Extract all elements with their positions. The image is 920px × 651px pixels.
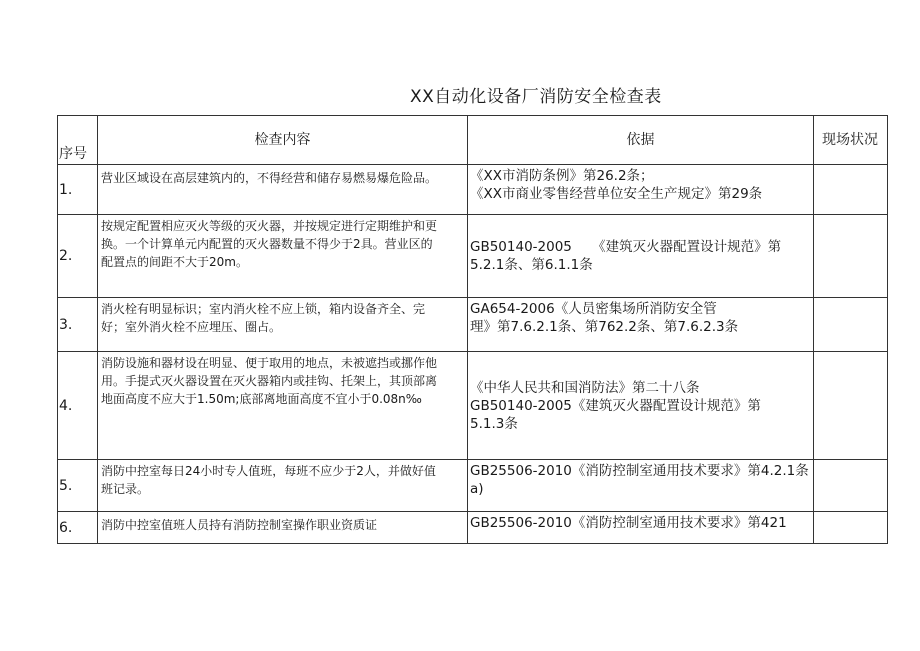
header-content: 检查内容 bbox=[98, 116, 468, 165]
basis-line: GB50140-2005 《建筑灭火器配置设计规范》第 bbox=[470, 239, 782, 255]
row-basis bbox=[468, 298, 814, 352]
basis-line: GB25506-2010《消防控制室通用技术要求》第421 bbox=[470, 515, 787, 531]
content-line: 换。一个计算单元内配置的灭火器数量不得少于2具。营业区的 bbox=[101, 237, 433, 251]
inspection-table bbox=[57, 115, 888, 544]
row-basis bbox=[468, 165, 814, 215]
table-row bbox=[58, 512, 888, 544]
row-content bbox=[98, 298, 468, 352]
basis-line: GB50140-2005《建筑灭火器配置设计规范》第 bbox=[470, 397, 761, 414]
row-status[interactable] bbox=[814, 460, 888, 512]
row-basis bbox=[468, 512, 814, 544]
row-status[interactable] bbox=[814, 352, 888, 460]
row-content bbox=[98, 165, 468, 215]
basis-line: a) bbox=[470, 481, 484, 497]
row-basis bbox=[468, 215, 814, 298]
row-seq: 1. bbox=[58, 165, 98, 215]
table-row bbox=[58, 460, 888, 512]
header-seq: 序号 bbox=[58, 116, 98, 165]
row-seq: 2. bbox=[58, 215, 98, 298]
content-line: 消防设施和器材设在明显、便于取用的地点，未被遮挡或挪作他 bbox=[101, 356, 438, 370]
page-title: XX自动化设备厂消防安全检查表 bbox=[410, 87, 662, 107]
content-line: 好；室外消火栓不应埋压、圈占。 bbox=[101, 320, 282, 334]
table-row bbox=[58, 298, 888, 352]
basis-line: 《XX市消防条例》第26.2条； bbox=[470, 168, 654, 184]
basis-line: 5.1.3条 bbox=[470, 415, 518, 432]
row-status[interactable] bbox=[814, 512, 888, 544]
basis-line: 理》第7.6.2.1条、第762.2条、第7.6.2.3条 bbox=[470, 319, 739, 335]
content-line: 配置点的间距不大于20m。 bbox=[101, 255, 248, 269]
basis-line: 《XX市商业零售经营单位安全生产规定》第29条 bbox=[470, 186, 763, 202]
row-seq: 4. bbox=[58, 352, 98, 460]
row-status[interactable] bbox=[814, 165, 888, 215]
row-status[interactable] bbox=[814, 215, 888, 298]
header-basis: 依据 bbox=[468, 116, 814, 165]
row-content bbox=[98, 460, 468, 512]
row-seq: 5. bbox=[58, 460, 98, 512]
basis-line: GB25506-2010《消防控制室通用技术要求》第4.2.1条 bbox=[470, 463, 809, 479]
basis-line: 5.2.1条、第6.1.1条 bbox=[470, 257, 593, 273]
row-seq: 6. bbox=[58, 512, 98, 544]
header-status: 现场状况 bbox=[814, 116, 888, 165]
table-row bbox=[58, 352, 888, 460]
basis-line: 《中华人民共和国消防法》第二十八条 bbox=[470, 379, 700, 396]
content-line: 营业区域设在高层建筑内的，不得经营和储存易燃易爆危险品。 bbox=[101, 171, 438, 185]
content-line: 地面高度不应大于1.50m;底部离地面高度不宜小于0.08n‰ bbox=[101, 392, 422, 406]
row-content bbox=[98, 512, 468, 544]
table-header-row bbox=[58, 116, 888, 165]
content-line: 消防中控室值班人员持有消防控制室操作职业资质证 bbox=[101, 518, 378, 532]
content-line: 班记录。 bbox=[101, 482, 150, 496]
content-line: 消防中控室每日24小时专人值班，每班不应少于2人，并做好值 bbox=[101, 464, 436, 478]
content-line: 消火栓有明显标识；室内消火栓不应上锁，箱内设备齐全、完 bbox=[101, 302, 426, 316]
row-basis bbox=[468, 352, 814, 460]
row-content bbox=[98, 352, 468, 460]
row-content bbox=[98, 215, 468, 298]
row-status[interactable] bbox=[814, 298, 888, 352]
table-row bbox=[58, 215, 888, 298]
content-line: 按规定配置相应灭火等级的灭火器，并按规定进行定期维护和更 bbox=[101, 219, 438, 233]
content-line: 用。手提式灭火器设置在灭火器箱内或挂钩、托架上，其顶部离 bbox=[101, 374, 438, 388]
row-seq: 3. bbox=[58, 298, 98, 352]
row-basis bbox=[468, 460, 814, 512]
table-row bbox=[58, 165, 888, 215]
basis-line: GA654-2006《人员密集场所消防安全管 bbox=[470, 301, 717, 317]
